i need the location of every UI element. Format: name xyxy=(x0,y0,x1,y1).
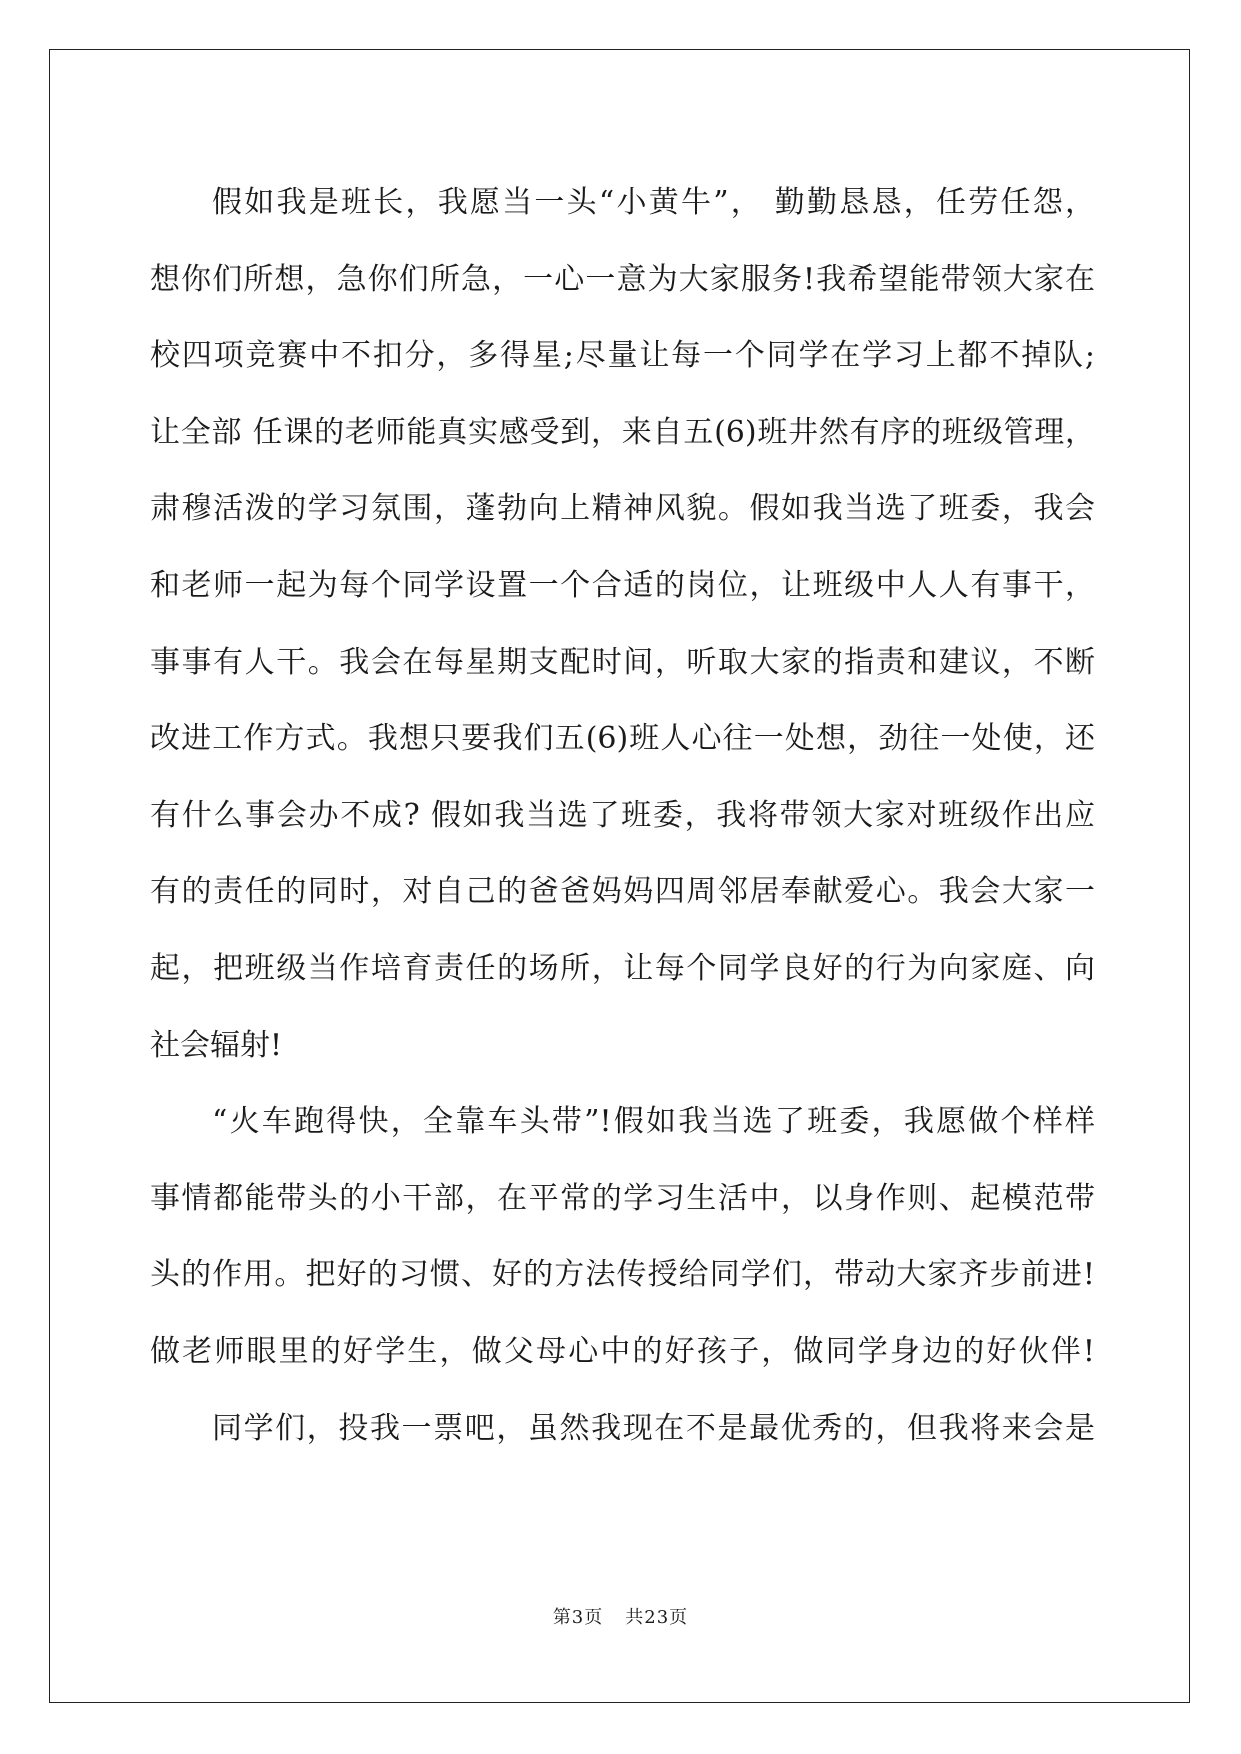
paragraph-line: 和老师一起为每个同学设置一个合适的岗位，让班级中人人有事干， xyxy=(150,567,1095,603)
paragraph-line: 起，把班级当作培育责任的场所，让每个同学良好的行为向家庭、向 xyxy=(150,950,1095,986)
page-total: 共23页 xyxy=(625,1607,689,1628)
page-footer xyxy=(0,1603,1241,1629)
paragraph-line: “火车跑得快，全靠车头带”!假如我当选了班委，我愿做个样样 xyxy=(212,1104,1095,1140)
paragraph-line: 做老师眼里的好学生，做父母心中的好孩子，做同学身边的好伙伴! xyxy=(150,1333,1095,1369)
paragraph-line: 肃穆活泼的学习氛围，蓬勃向上精神风貌。假如我当选了班委，我会 xyxy=(150,491,1095,527)
paragraph-line: 校四项竞赛中不扣分，多得星;尽量让每一个同学在学习上都不掉队; xyxy=(150,338,1095,374)
paragraph-line: 事情都能带头的小干部，在平常的学习生活中，以身作则、起模范带 xyxy=(150,1180,1095,1216)
paragraph-line: 事事有人干。我会在每星期支配时间，听取大家的指责和建议，不断 xyxy=(150,644,1095,680)
page-number: 第3页 xyxy=(552,1607,604,1628)
paragraph-line: 有什么事会办不成? 假如我当选了班委，我将带领大家对班级作出应 xyxy=(150,797,1095,833)
paragraph-line: 有的责任的同时，对自己的爸爸妈妈四周邻居奉献爱心。我会大家一 xyxy=(150,874,1095,910)
paragraph-line: 头的作用。把好的习惯、好的方法传授给同学们，带动大家齐步前进! xyxy=(150,1257,1095,1293)
paragraph-line: 社会辐射! xyxy=(150,1027,283,1063)
paragraph-line: 想你们所想，急你们所急，一心一意为大家服务!我希望能带领大家在 xyxy=(150,261,1095,297)
document-body xyxy=(150,165,1095,1467)
paragraph-line: 假如我是班长，我愿当一头“小黄牛”， 勤勤恳恳，任劳任怨， xyxy=(212,185,1095,220)
paragraph-line: 同学们，投我一票吧，虽然我现在不是最优秀的，但我将来会是 xyxy=(212,1410,1095,1446)
paragraph-line: 让全部 任课的老师能真实感受到，来自五(6)班井然有序的班级管理， xyxy=(150,414,1095,450)
paragraph-line: 改进工作方式。我想只要我们五(6)班人心往一处想，劲往一处使，还 xyxy=(150,721,1095,757)
